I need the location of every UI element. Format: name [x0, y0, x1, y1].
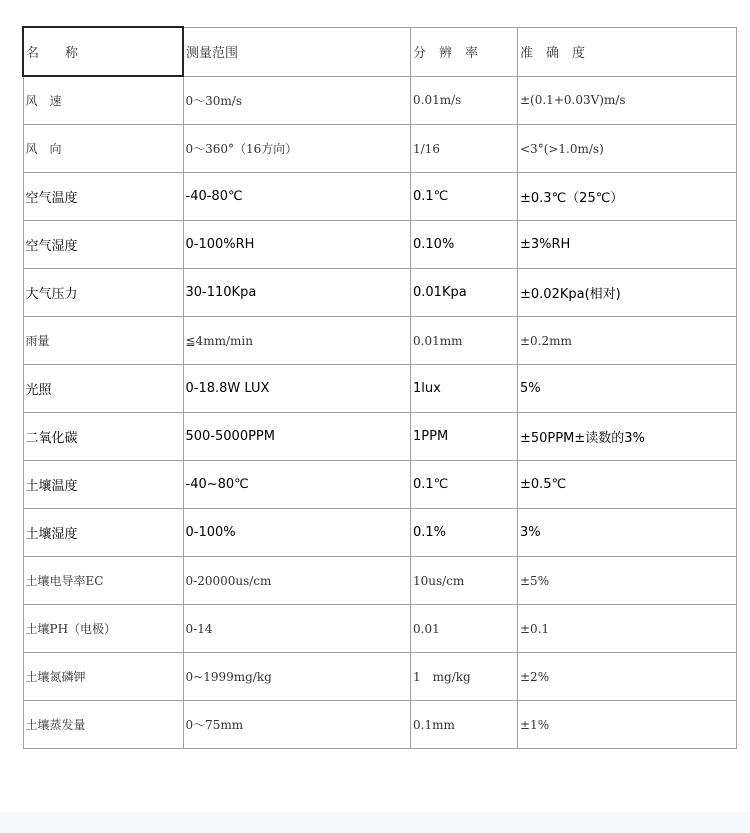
cell-name: 二氧化碳 — [23, 413, 183, 461]
cell-range: 0~1999mg/kg — [183, 653, 411, 701]
cell-resolution: 1lux — [411, 365, 518, 413]
header-accuracy-text: 准 确 度 — [520, 46, 586, 61]
cell-resolution: 1 mg/kg — [411, 653, 518, 701]
table-row — [23, 125, 737, 173]
cell-accuracy: ±50PPM±读数的3% — [518, 413, 737, 461]
header-range-text: 测量范围 — [186, 46, 239, 61]
footer-band — [0, 812, 750, 833]
table-row — [23, 557, 737, 605]
cell-name: 土壤蒸发量 — [23, 701, 183, 749]
cell-accuracy: ±0.5℃ — [518, 461, 737, 509]
table-row — [23, 221, 737, 269]
header-accuracy — [518, 27, 737, 76]
cell-range: 30-110Kpa — [183, 269, 411, 317]
cell-resolution: 0.1℃ — [411, 173, 518, 221]
cell-name: 雨量 — [23, 317, 183, 365]
cell-name: 风 速 — [23, 76, 183, 125]
table-row — [23, 653, 737, 701]
cell-accuracy: ±0.1 — [518, 605, 737, 653]
cell-name: 光照 — [23, 365, 183, 413]
cell-range: 500-5000PPM — [183, 413, 411, 461]
cell-range: -40-80℃ — [183, 173, 411, 221]
cell-resolution: 0.1% — [411, 509, 518, 557]
cell-range: 0-100% — [183, 509, 411, 557]
cell-resolution: 0.10% — [411, 221, 518, 269]
table-row — [23, 269, 737, 317]
cell-accuracy: 3% — [518, 509, 737, 557]
table-row — [23, 173, 737, 221]
table-row — [23, 413, 737, 461]
cell-resolution: 0.01mm — [411, 317, 518, 365]
table-header-row — [23, 27, 737, 76]
cell-range: 0～75mm — [183, 701, 411, 749]
cell-range: 0～30m/s — [183, 76, 411, 125]
table-row — [23, 365, 737, 413]
cell-accuracy: ±0.02Kpa(相对) — [518, 269, 737, 317]
table-row — [23, 317, 737, 365]
table-row — [23, 461, 737, 509]
cell-range: 0-100%RH — [183, 221, 411, 269]
header-range — [183, 27, 411, 76]
cell-accuracy: ±0.3℃（25℃） — [518, 173, 737, 221]
cell-resolution: 0.1mm — [411, 701, 518, 749]
cell-accuracy: <3°(>1.0m/s) — [518, 125, 737, 173]
cell-accuracy: ±(0.1+0.03V)m/s — [518, 76, 737, 125]
cell-name: 大气压力 — [23, 269, 183, 317]
cell-resolution: 0.01Kpa — [411, 269, 518, 317]
cell-resolution: 1PPM — [411, 413, 518, 461]
cell-name: 土壤PH（电极） — [23, 605, 183, 653]
cell-range: -40~80℃ — [183, 461, 411, 509]
table-row — [23, 605, 737, 653]
cell-name: 土壤温度 — [23, 461, 183, 509]
cell-name: 空气湿度 — [23, 221, 183, 269]
cell-name: 空气温度 — [23, 173, 183, 221]
header-name — [23, 27, 183, 76]
cell-resolution: 10us/cm — [411, 557, 518, 605]
table-row — [23, 509, 737, 557]
cell-resolution: 1/16 — [411, 125, 518, 173]
cell-accuracy: ±5% — [518, 557, 737, 605]
cell-accuracy: ±0.2mm — [518, 317, 737, 365]
cell-accuracy: ±2% — [518, 653, 737, 701]
cell-name: 土壤氮磷钾 — [23, 653, 183, 701]
cell-range: 0～360°（16方向） — [183, 125, 411, 173]
header-resolution — [411, 27, 518, 76]
cell-name: 土壤电导率EC — [23, 557, 183, 605]
cell-accuracy: ±1% — [518, 701, 737, 749]
table-row — [23, 701, 737, 749]
cell-range: ≦4mm/min — [183, 317, 411, 365]
cell-range: 0-20000us/cm — [183, 557, 411, 605]
spec-table — [22, 26, 737, 749]
cell-name: 风 向 — [23, 125, 183, 173]
cell-accuracy: ±3%RH — [518, 221, 737, 269]
cell-resolution: 0.01 — [411, 605, 518, 653]
table-row — [23, 76, 737, 125]
cell-resolution: 0.1℃ — [411, 461, 518, 509]
header-resolution-text: 分 辨 率 — [413, 46, 479, 61]
cell-range: 0-14 — [183, 605, 411, 653]
cell-accuracy: 5% — [518, 365, 737, 413]
cell-range: 0-18.8W LUX — [183, 365, 411, 413]
header-name-text: 名 称 — [26, 46, 79, 61]
cell-name: 土壤湿度 — [23, 509, 183, 557]
cell-resolution: 0.01m/s — [411, 76, 518, 125]
